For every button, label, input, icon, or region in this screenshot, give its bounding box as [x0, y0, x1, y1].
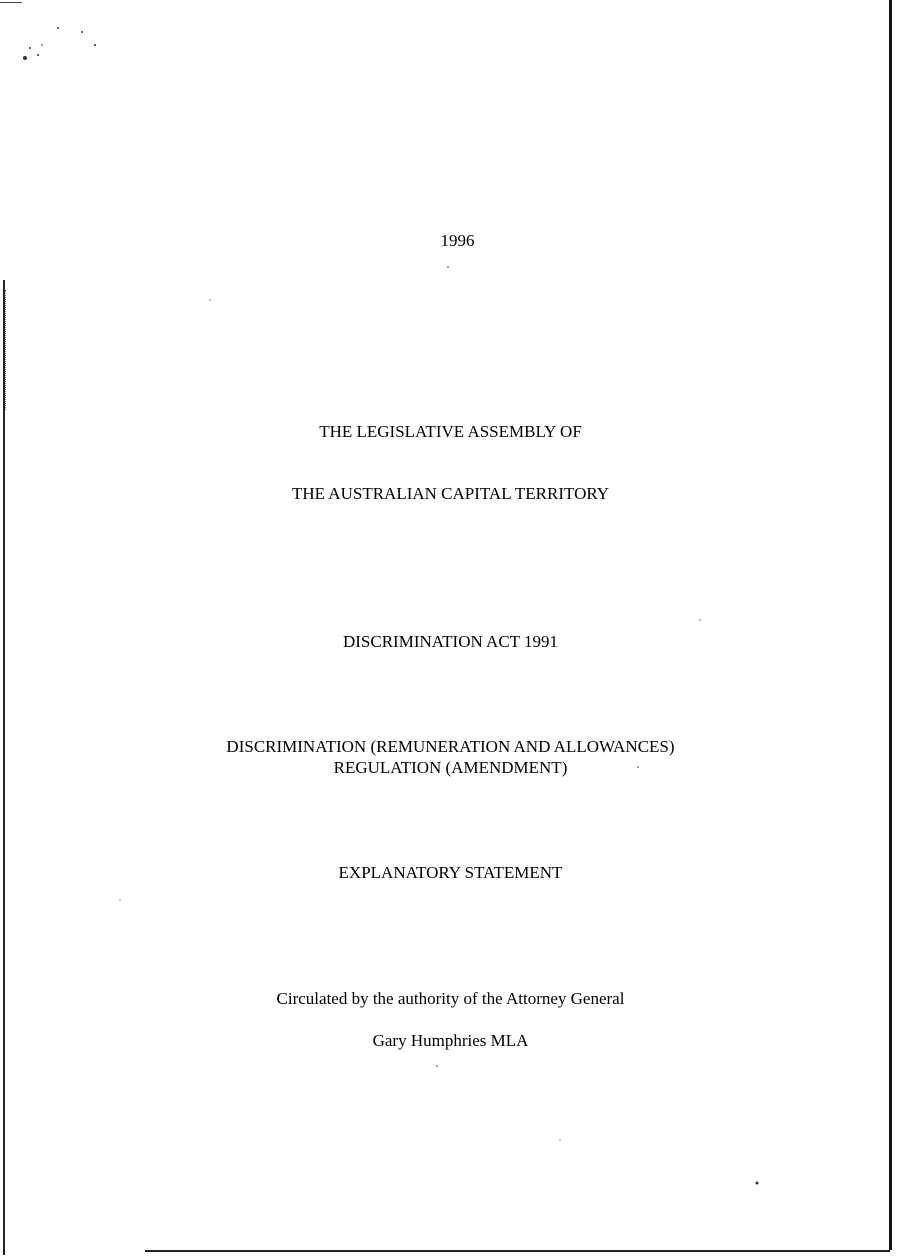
- statement-type: EXPLANATORY STATEMENT: [338, 863, 563, 882]
- regulation-title-line-2: REGULATION (AMENDMENT): [333, 758, 568, 777]
- document-year: 1996: [440, 231, 475, 250]
- assembly-heading-line-2: THE AUSTRALIAN CAPITAL TERRITORY: [291, 484, 610, 503]
- member-name: Gary Humphries MLA: [372, 1031, 529, 1050]
- act-title: DISCRIMINATION ACT 1991: [342, 632, 559, 651]
- circulated-by-line: Circulated by the authority of the Attorney General: [276, 989, 625, 1008]
- assembly-heading-line-1: THE LEGISLATIVE ASSEMBLY OF: [319, 422, 582, 441]
- regulation-title-line-1: DISCRIMINATION (REMUNERATION AND ALLOWANCES): [226, 737, 675, 756]
